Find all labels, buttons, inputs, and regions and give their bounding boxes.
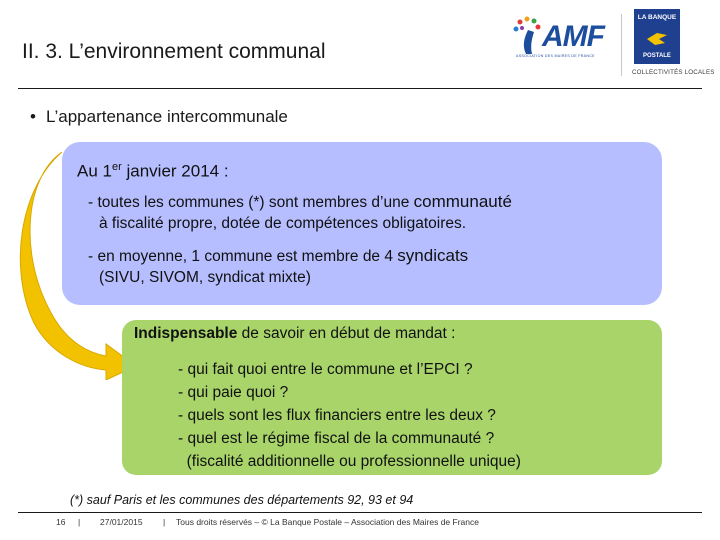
blue-box-paragraph-2: - en moyenne, 1 commune est membre de 4 syndicats (SIVU, SIVOM, syndicat mixte) [88, 246, 469, 286]
page-title: II. 3. L’environnement communal [22, 40, 326, 63]
blue-box-paragraph-1: - toutes les communes (*) sont membres d’une communauté à fiscalité propre, dotée de compétences obligatoires. [88, 192, 512, 232]
blue-box-heading: Au 1er janvier 2014 : [77, 161, 229, 181]
amf-person-icon [512, 16, 546, 56]
footnote: (*) sauf Paris et les communes des départements 92, 93 et 94 [70, 493, 414, 507]
banque-postale-logo [634, 9, 680, 64]
amf-wordmark: AMF [542, 20, 604, 53]
list-item: - qui paie quoi ? [178, 384, 289, 401]
lbp-top-text: LA BANQUE [637, 14, 677, 21]
logo-divider [621, 14, 622, 76]
footer-separator: | [78, 517, 81, 527]
list-item: - quel est le régime fiscal de la communauté ? [178, 430, 495, 447]
green-box-heading: Indispensable de savoir en début de mandat : [134, 325, 456, 342]
footer-rule [18, 512, 702, 513]
bullet-item [30, 107, 288, 127]
page-number: 16 [56, 517, 66, 527]
blue-info-box [62, 142, 662, 305]
checklist [178, 358, 521, 473]
list-item: (fiscalité additionnelle ou professionnelle unique) [178, 453, 521, 470]
amf-tagline: ASSOCIATION DES MAIRES DE FRANCE [516, 54, 595, 58]
footer-separator: | [163, 517, 166, 527]
bullet-dot-icon: • [30, 107, 36, 126]
amf-logo [512, 14, 612, 62]
list-item: - quels sont les flux financiers entre les deux ? [178, 407, 496, 424]
list-item: - qui fait quoi entre le commune et l’EPCI ? [178, 361, 473, 378]
lbp-subtitle: COLLECTIVITÉS LOCALES [632, 69, 715, 76]
title-rule [18, 88, 702, 89]
lbp-bottom-text: POSTALE [643, 53, 671, 59]
bullet-text: L’appartenance intercommunale [45, 107, 288, 126]
postal-bird-icon [645, 30, 669, 48]
footer-rights: Tous droits réservés – © La Banque Postale – Association des Maires de France [176, 517, 479, 527]
green-info-box [122, 320, 662, 475]
footer-date: 27/01/2015 [100, 517, 143, 527]
